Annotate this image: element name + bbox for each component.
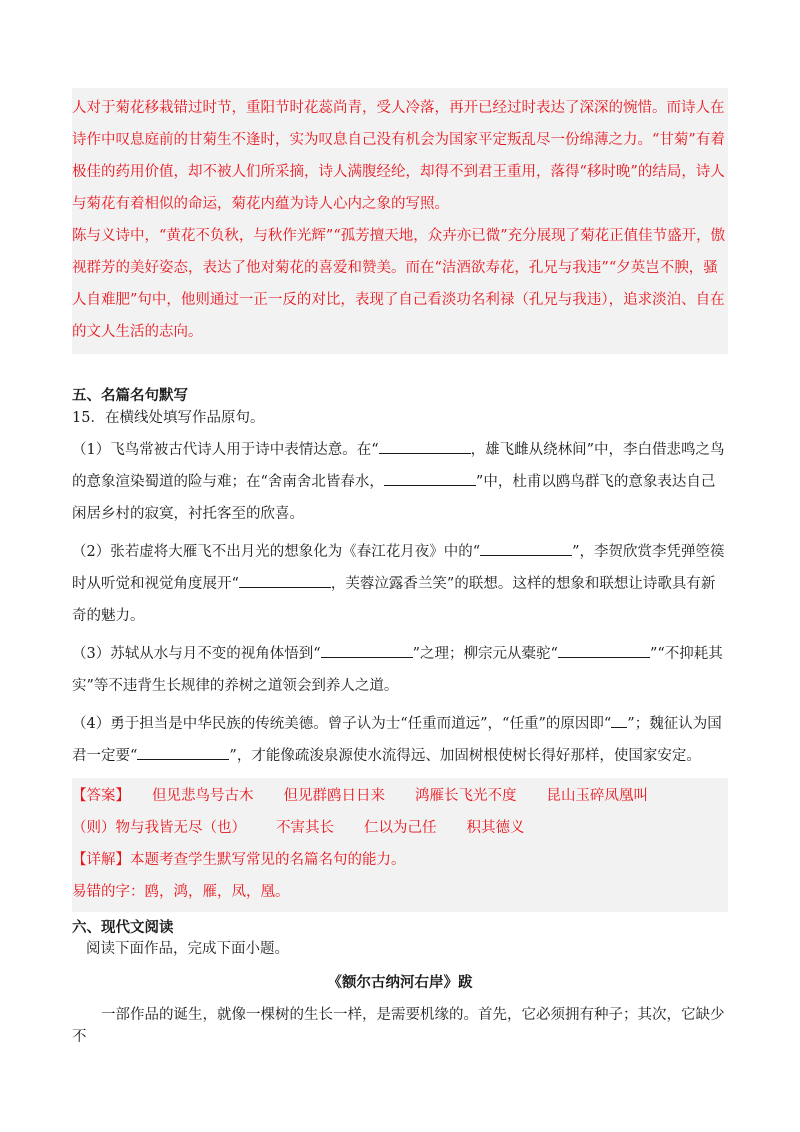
q4-text-b: ”；魏征认为国君一定要“ (72, 716, 722, 764)
q4-text-c: ”，才能像疏浚泉源使水流得远、加固树根使树长得好那样，使国家安定。 (229, 748, 701, 764)
answer-blank[interactable] (611, 713, 627, 728)
q4-text-a: （4）勇于担当是中华民族的传统美德。曾子认为士“任重而道远”，“任重”的原因即“ (72, 716, 612, 732)
answer-item: 昆山玉碎凤凰叫 (546, 788, 648, 804)
answer-item: 不害其长 (276, 820, 334, 836)
answer-blank[interactable] (384, 471, 476, 486)
answer-row-1 (72, 780, 728, 812)
article-body: 一部作品的诞生，就像一棵树的生长一样，是需要机缘的。首先，它必须拥有种子；其次，它缺少不 (72, 1007, 725, 1045)
answer-item: 但见群鸥日日来 (283, 788, 385, 804)
q1-text-b: ，雄飞雌从绕林间”中，李白借悲鸣之鸟的意象渲染蜀道的险与难；在“舍南舍北皆春水， (72, 442, 725, 490)
question-15-4 (72, 708, 728, 772)
answer-error-chars: 易错的字：鸥，鸿，雁，凤，凰。 (72, 884, 290, 900)
q1-text-c: ”中，杜甫以鸥鸟群飞的意象表达自己闲居乡村的寂寞，衬托客至的欣喜。 (72, 474, 716, 522)
q3-text-b: ”之理；柳宗元从橐驼“ (412, 646, 558, 662)
analysis-box (72, 88, 728, 354)
q2-text-b: ”，李贺欣赏李凭弹箜篌时从听觉和视觉角度展开“ (72, 544, 725, 592)
answer-blank[interactable] (558, 643, 650, 658)
q3-text-a: （3）苏轼从水与月不变的视角体悟到“ (72, 646, 321, 662)
article-title: 《额尔古纳河右岸》跋 (327, 974, 473, 991)
question-15-3 (72, 638, 728, 702)
analysis-paragraph-1: 人对于菊花移栽错过时节，重阳节时花蕊尚青，受人冷落，再开已经过时表达了深深的惋惜。而诗人在诗作中叹息庭前的甘菊生不逢时，实为叹息自己没有机会为国家平定叛乱尽一份绵薄之力。“甘菊”有着极佳的药用价值，却不被人们所采摘，诗人满腹经纶，却得不到君王重用，落得“移时晚”的结局，诗人与菊花有着相似的命运，菊花内蕴为诗人心内之象的写照。 (72, 100, 725, 212)
q2-text-a: （2）张若虚将大雁飞不出月光的想象化为《春江花月夜》中的“ (72, 544, 481, 560)
section-6-title: 六、现代文阅读 (72, 920, 174, 936)
q3-text-c: ”“不抑耗其实”等不违背生长规律的养树之道领会到养人之道。 (72, 646, 723, 694)
answer-blank[interactable] (321, 643, 413, 658)
question-15-1 (72, 434, 728, 530)
answer-box (72, 778, 728, 912)
question-15-2 (72, 536, 728, 632)
page (72, 88, 728, 1048)
section-5-title: 五、名篇名句默写 (72, 388, 188, 404)
question-15: 15．在横线处填写作品原句。 (72, 410, 265, 426)
answer-detail: 【详解】本题考查学生默写常见的名篇名句的能力。 (72, 852, 406, 868)
answer-item: （则）物与我皆无尽（也） (72, 820, 246, 836)
answer-tag: 【答案】 (72, 788, 130, 804)
answer-item: 积其德义 (466, 820, 525, 836)
answer-row-2 (72, 812, 728, 844)
answer-blank[interactable] (379, 439, 471, 454)
q1-text-a: （1）飞鸟常被古代诗人用于诗中表情达意。在“ (72, 442, 379, 458)
answer-blank[interactable] (137, 745, 229, 760)
answer-item: 仁以为己任 (364, 820, 437, 836)
answer-blank[interactable] (239, 573, 331, 588)
reading-prompt: 阅读下面作品，完成下面小题。 (86, 941, 289, 957)
q2-text-c: ，芙蓉泣露香兰笑”的联想。这样的想象和联想让诗歌具有新奇的魅力。 (72, 576, 716, 624)
answer-item: 鸿雁长飞光不度 (415, 788, 517, 804)
answer-item: 但见悲鸟号古木 (152, 788, 254, 804)
answer-blank[interactable] (480, 541, 572, 556)
analysis-paragraph-2: 陈与义诗中，“黄花不负秋，与秋作光辉”“孤芳擅天地，众卉亦已微”充分展现了菊花正值佳节盛开，傲视群芳的美好姿态，表达了他对菊花的喜爱和赞美。而在“洁酒欲寿花，孔兄与我违”“夕英岂不腴，骚人自难肥”句中，他则通过一正一反的对比，表现了自己看淡功名利禄（孔兄与我违），追求淡泊、自在的文人生活的志向。 (72, 228, 726, 340)
